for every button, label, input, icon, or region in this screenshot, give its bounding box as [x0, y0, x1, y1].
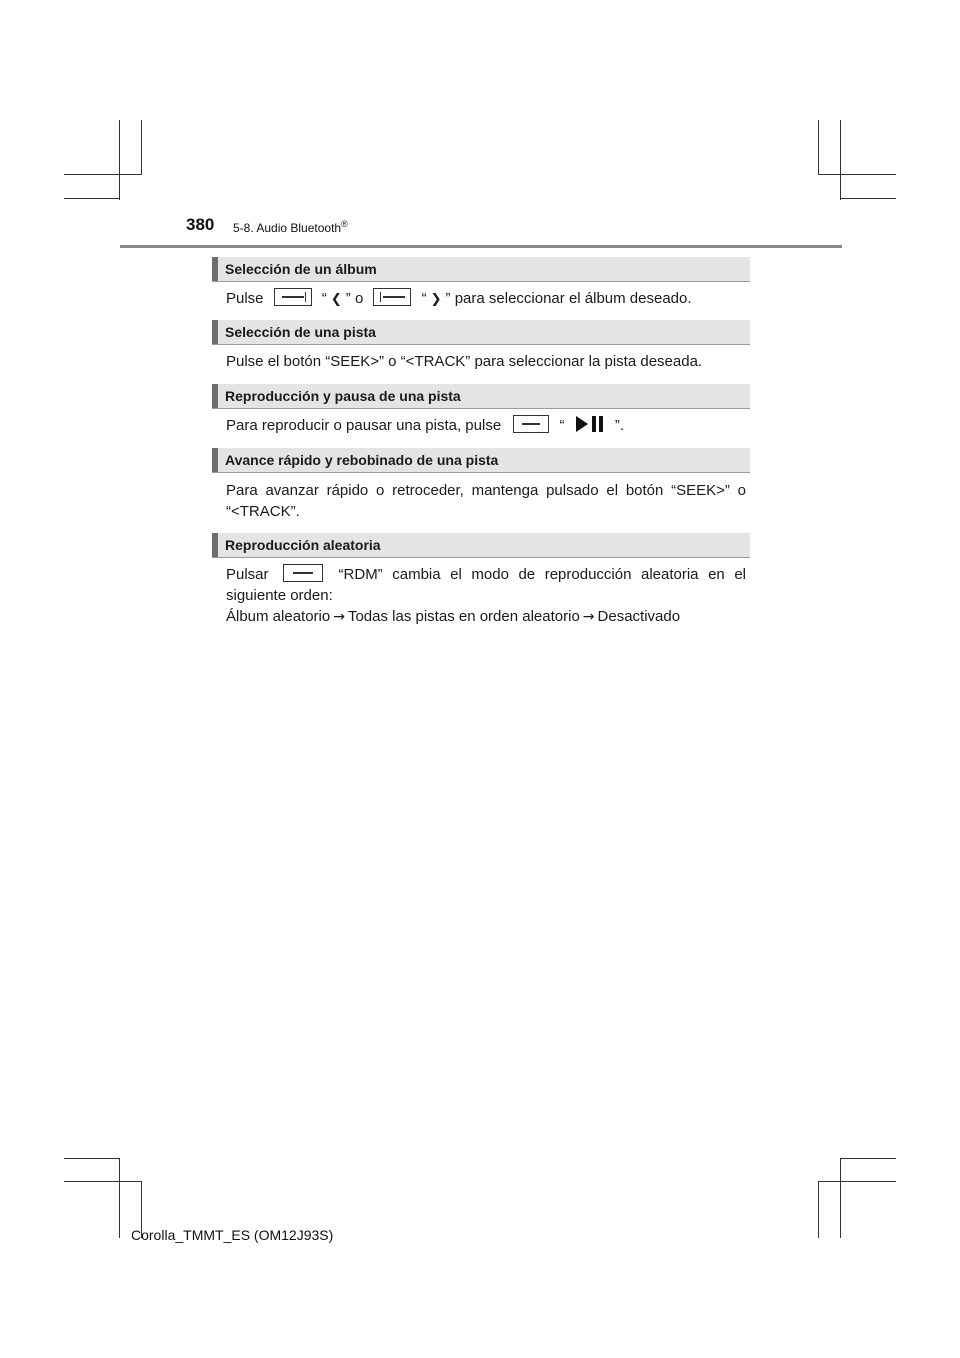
- crop-mark: [119, 120, 120, 200]
- paragraph-seek: Para avanzar rápido o retroceder, mantenga pulsado el botón “SEEK>” o “<TRACK”.: [226, 482, 746, 520]
- page-number: 380: [186, 215, 215, 234]
- arrow-right-icon: →: [333, 609, 345, 625]
- section-heading-seek: Avance rápido y rebobinado de una pista: [212, 448, 750, 473]
- play-pause-icon: [574, 415, 606, 433]
- crop-mark: [141, 120, 142, 175]
- section-heading-random: Reproducción aleatoria: [212, 533, 750, 558]
- crop-mark: [818, 120, 819, 175]
- section-heading-album: Selección de un álbum: [212, 257, 750, 282]
- random-sequence: Álbum aleatorio → Todas las pistas en orden aleatorio → Desactivado: [226, 608, 681, 625]
- document-footer: Corolla_TMMT_ES (OM12J93S): [131, 1227, 334, 1243]
- crop-mark: [64, 174, 142, 175]
- chevron-right-icon: ❯: [430, 291, 442, 306]
- preset-button-right-icon: [373, 288, 411, 306]
- crop-mark: [64, 1181, 142, 1182]
- paragraph-random: Pulsar “RDM” cambia el modo de reproducción aleatoria en el siguiente orden: Álbum aleatorio → Todas las pistas en orden aleatorio → Desactivado: [226, 564, 746, 628]
- preset-button-icon: [283, 564, 323, 582]
- crop-mark: [818, 1181, 819, 1238]
- chevron-left-icon: ❮: [330, 291, 342, 306]
- section-heading-track: Selección de una pista: [212, 320, 750, 345]
- header-divider: [120, 245, 842, 248]
- crop-mark: [818, 174, 896, 175]
- arrow-right-icon: →: [582, 609, 595, 625]
- registered-mark: ®: [341, 219, 348, 229]
- section-heading-play-pause: Reproducción y pausa de una pista: [212, 384, 750, 409]
- crop-mark: [64, 198, 120, 199]
- preset-button-left-icon: [274, 288, 312, 306]
- paragraph-play-pause: Para reproducir o pausar una pista, pulse “ ”.: [226, 417, 625, 434]
- paragraph-track: Pulse el botón “SEEK>” o “<TRACK” para seleccionar la pista deseada.: [226, 353, 703, 370]
- crop-mark: [818, 1181, 896, 1182]
- section-title: 5-8. Audio Bluetooth®: [233, 219, 348, 235]
- crop-mark: [840, 198, 896, 199]
- crop-mark: [840, 1158, 896, 1159]
- crop-mark: [840, 120, 841, 200]
- crop-mark: [840, 1158, 841, 1238]
- crop-mark: [119, 1158, 120, 1238]
- preset-button-icon: [513, 415, 549, 433]
- crop-mark: [64, 1158, 120, 1159]
- paragraph-album: Pulse “ ❮ ” o “ ❯ ” para seleccionar el álbum deseado.: [226, 290, 692, 307]
